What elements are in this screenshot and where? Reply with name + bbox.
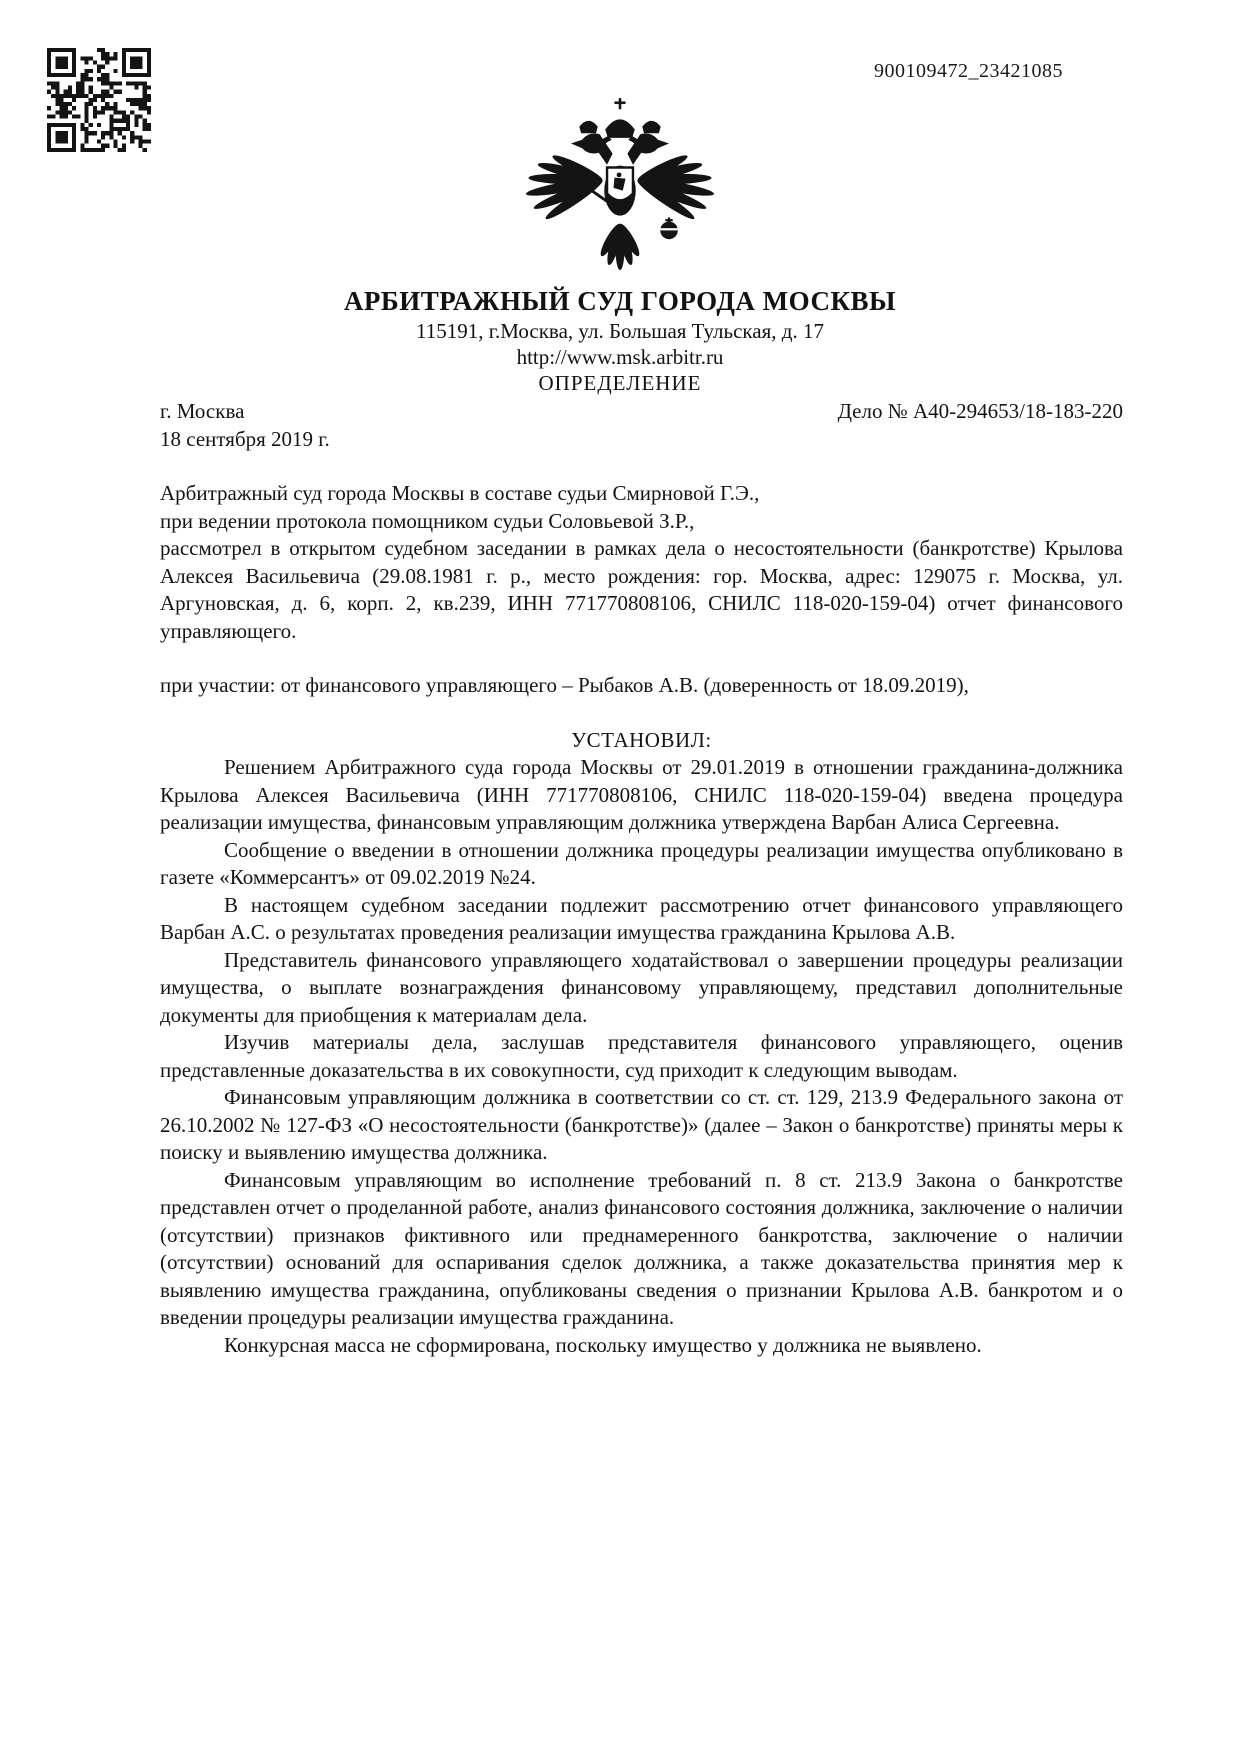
paragraph: Сообщение о введении в отношении должника процедуры реализации имущества опубликовано в газете «Коммерсантъ» от 09.02.2019 №24. <box>160 837 1123 889</box>
paragraph: В настоящем судебном заседании подлежит рассмотрению отчет финансового управляющего Варбан А.С. о результатах проведения реализации имущества гражданина Крылова А.В. <box>160 892 1123 944</box>
document-type-title: ОПРЕДЕЛЕНИЕ <box>538 371 702 395</box>
case-number: Дело № А40-294653/18-183-220 <box>837 399 1123 423</box>
paragraph: Арбитражный суд города Москвы в составе судьи Смирновой Г.Э., <box>160 481 760 505</box>
russian-double-headed-eagle-icon <box>509 98 731 274</box>
document-date: 18 сентября 2019 г. <box>160 426 330 451</box>
paragraph: Финансовым управляющим должника в соответствии со ст. ст. 129, 213.9 Федерального закона от 26.10.2002 № 127-ФЗ «О несостоятельности (банкротстве)» (далее – Закон о банкротстве) приняты меры к поиску и выявлению имущества должника. <box>160 1085 1123 1164</box>
court-name: АРБИТРАЖНЫЙ СУД ГОРОДА МОСКВЫ <box>343 286 897 316</box>
case-info-line <box>160 398 1123 426</box>
ruling-heading: УСТАНОВИЛ: <box>571 727 712 752</box>
paragraph: Конкурсная масса не сформирована, поскольку имущество у должника не выявлено. <box>224 1332 982 1357</box>
court-website-link[interactable]: http://www.msk.arbitr.ru <box>516 345 724 369</box>
city-label: г. Москва <box>160 399 245 423</box>
coat-of-arms <box>0 0 1240 274</box>
paragraph: рассмотрел в открытом судебном заседании в рамках дела о несостоятельности (банкротстве) Крылова Алексея Васильевича (29.08.1981 г. р., место рождения: гор. Москва, адрес: 129075 г. Москва, ул. Аргуновская, д. 6, корп. 2, кв.239, ИНН 771770808106, СНИЛС 118-020-159-04) отчет финансового управляющего. <box>160 536 1123 643</box>
intro-section <box>160 480 1123 645</box>
paragraph: Представитель финансового управляющего ходатайствовал о завершении процедуры реализации имущества, о выплате вознаграждения финансовому управляющему, представил дополнительные документы для приобщения к материалам дела. <box>160 947 1123 1027</box>
document-body <box>160 398 1123 1359</box>
court-address: 115191, г.Москва, ул. Большая Тульская, д. 17 <box>416 319 824 343</box>
paragraph: Решением Арбитражного суда города Москвы от 29.01.2019 в отношении гражданина-должника Крылова Алексея Васильевича (ИНН 771770808106, СНИЛС 118-020-159-04) введена процедура реализации имущества, финансовым управляющим должника утверждена Варбан Алиса Сергеевна. <box>160 755 1123 834</box>
document-registration-number: 900109472_23421085 <box>874 60 1063 82</box>
paragraph: при ведении протокола помощником судьи Соловьевой З.Р., <box>160 508 695 533</box>
paragraph: Изучив материалы дела, заслушав представителя финансового управляющего, оценив представленные доказательства в их совокупности, суд приходит к следующим выводам. <box>160 1030 1123 1082</box>
paragraph: Финансовым управляющим во исполнение требований п. 8 ст. 213.9 Закона о банкротстве представлен отчет о проделанной работе, анализ финансового состояния должника, заключение о наличии (отсутствии) признаков фиктивного или преднамеренного банкротства, заключение о наличии (отсутствии) оснований для оспаривания сделок должника, а также доказательства принятия мер к выявлению имущества гражданина, опубликованы сведения о признании Крылова А.В. банкротом и о введении процедуры реализации имущества гражданина. <box>160 1167 1123 1329</box>
document-header <box>0 284 1240 396</box>
participants-line: при участии: от финансового управляющего – Рыбаков А.В. (доверенность от 18.09.2019), <box>160 673 969 697</box>
ruling-section <box>160 754 1123 1359</box>
qr-code-icon <box>47 48 151 152</box>
